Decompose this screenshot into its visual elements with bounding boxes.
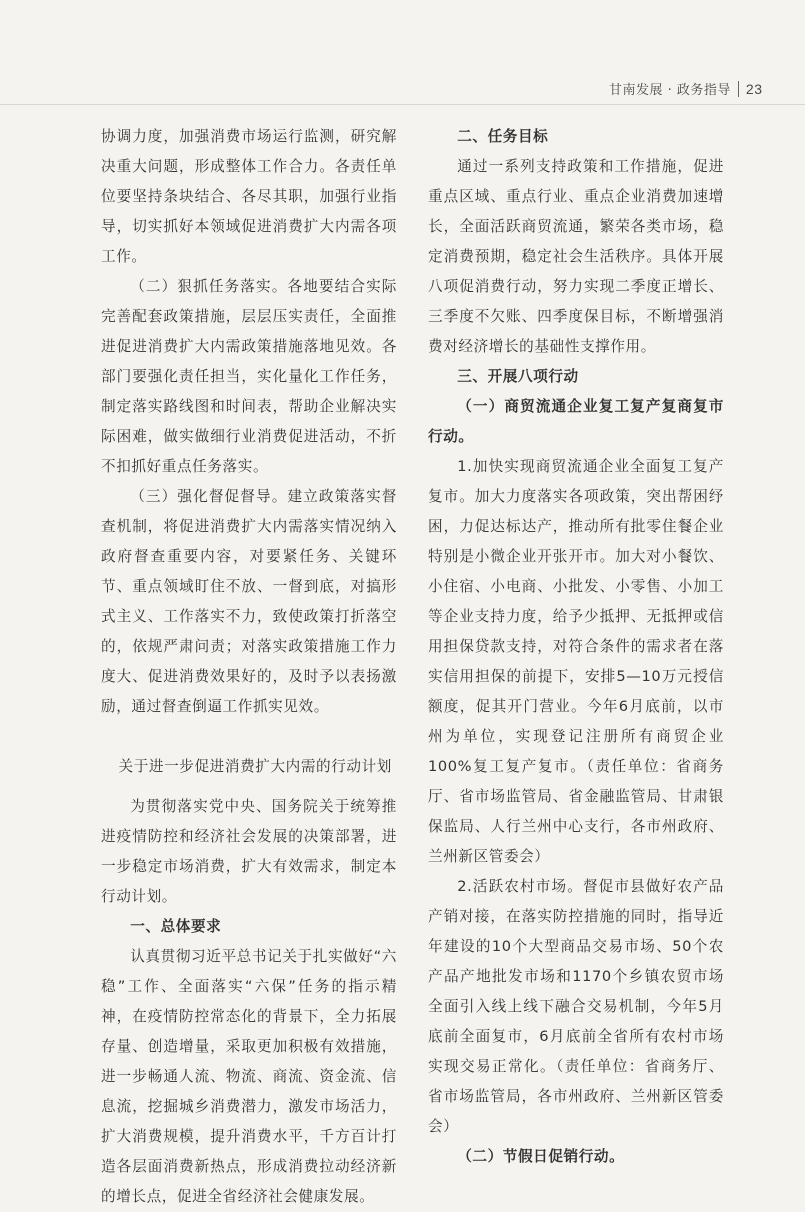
document-title: 关于进一步促进消费扩大内需的行动计划 [118,758,393,775]
paragraph: 协调力度，加强消费市场运行监测，研究解决重大问题，形成整体工作合力。各责任单位要坚持条块结合、各尽其职，加强行业指导，切实抓好本领域促进消费扩大内需各项工作。 [101,128,397,265]
paragraph: （三）强化督促督导。建立政策落实督查机制，将促进消费扩大内需落实情况纳入政府督查重要内容，对要紧任务、关键环节、重点领域盯住不放、一督到底，对搞形式主义、工作落实不力，致使政策打折落空的，依规严肃问责；对落实政策措施工作力度大、促进消费效果好的，及时予以表扬激励，通过督查倒逼工作抓实见效。 [101,488,397,715]
section-heading: 一、总体要求 [130,918,222,935]
page-number: 23 [745,80,763,97]
header-rule [0,104,805,105]
paragraph: 为贯彻落实党中央、国务院关于统筹推进疫情防控和经济社会发展的决策部署，进一步稳定市场消费，扩大有效需求，制定本行动计划。 [101,798,397,905]
page-header [609,79,762,98]
subsection-heading: （二）节假日促销行动。 [457,1148,625,1165]
right-column [428,122,724,1172]
header-title: 甘南发展 · 政务指导 [609,83,731,98]
paragraph: 1.加快实现商贸流通企业全面复工复产复市。加大力度落实各项政策，突出帮困纾困，力促达标达产，推动所有批零住餐企业特别是小微企业开张开市。加大对小餐饮、小住宿、小电商、小批发、小零售、小加工等企业支持力度，给予少抵押、无抵押或信用担保贷款支持，对符合条件的需求者在落实信用担保的前提下，安排5—10万元授信额度，促其开门营业。今年6月底前，以市州为单位，实现登记注册所有商贸企业100%复工复产复市。（责任单位：省商务厅、省市场监管局、省金融监管局、甘肃银保监局、人行兰州中心支行，各市州政府、兰州新区管委会） [428,458,724,865]
subsection-heading: （一）商贸流通企业复工复产复商复市行动。 [428,398,724,445]
header-divider [738,81,739,97]
paragraph: 2.活跃农村市场。督促市县做好农产品产销对接，在落实防控措施的同时，指导近年建设的10个大型商品交易市场、50个农产品产地批发市场和1170个乡镇农贸市场全面引入线上线下融合交易机制，今年5月底前全面复市，6月底前全省所有农村市场实现交易正常化。（责任单位：省商务厅、省市场监管局，各市州政府、兰州新区管委会） [428,878,724,1135]
paragraph: （二）狠抓任务落实。各地要结合实际完善配套政策措施，层层压实责任，全面推进促进消费扩大内需政策措施落地见效。各部门要强化责任担当，实化量化工作任务，制定落实路线图和时间表，帮助企业解决实际困难，做实做细行业消费促进活动，不折不扣抓好重点任务落实。 [101,278,397,475]
left-column [101,122,397,1212]
section-heading: 二、任务目标 [457,128,549,145]
paragraph: 通过一系列支持政策和工作措施，促进重点区域、重点行业、重点企业消费加速增长，全面活跃商贸流通，繁荣各类市场，稳定消费预期，稳定社会生活秩序。具体开展八项促消费行动，努力实现二季度正增长、三季度不欠账、四季度保目标，不断增强消费对经济增长的基础性支撑作用。 [428,158,724,355]
paragraph: 认真贯彻习近平总书记关于扎实做好“六稳”工作、全面落实“六保”任务的指示精神，在疫情防控常态化的背景下，全力拓展存量、创造增量，采取更加积极有效措施，进一步畅通人流、物流、商流、资金流、信息流，挖掘城乡消费潜力，激发市场活力，扩大消费规模，提升消费水平，千方百计打造各层面消费新热点，形成消费拉动经济新的增长点，促进全省经济社会健康发展。 [101,948,397,1205]
section-heading: 三、开展八项行动 [457,368,579,385]
